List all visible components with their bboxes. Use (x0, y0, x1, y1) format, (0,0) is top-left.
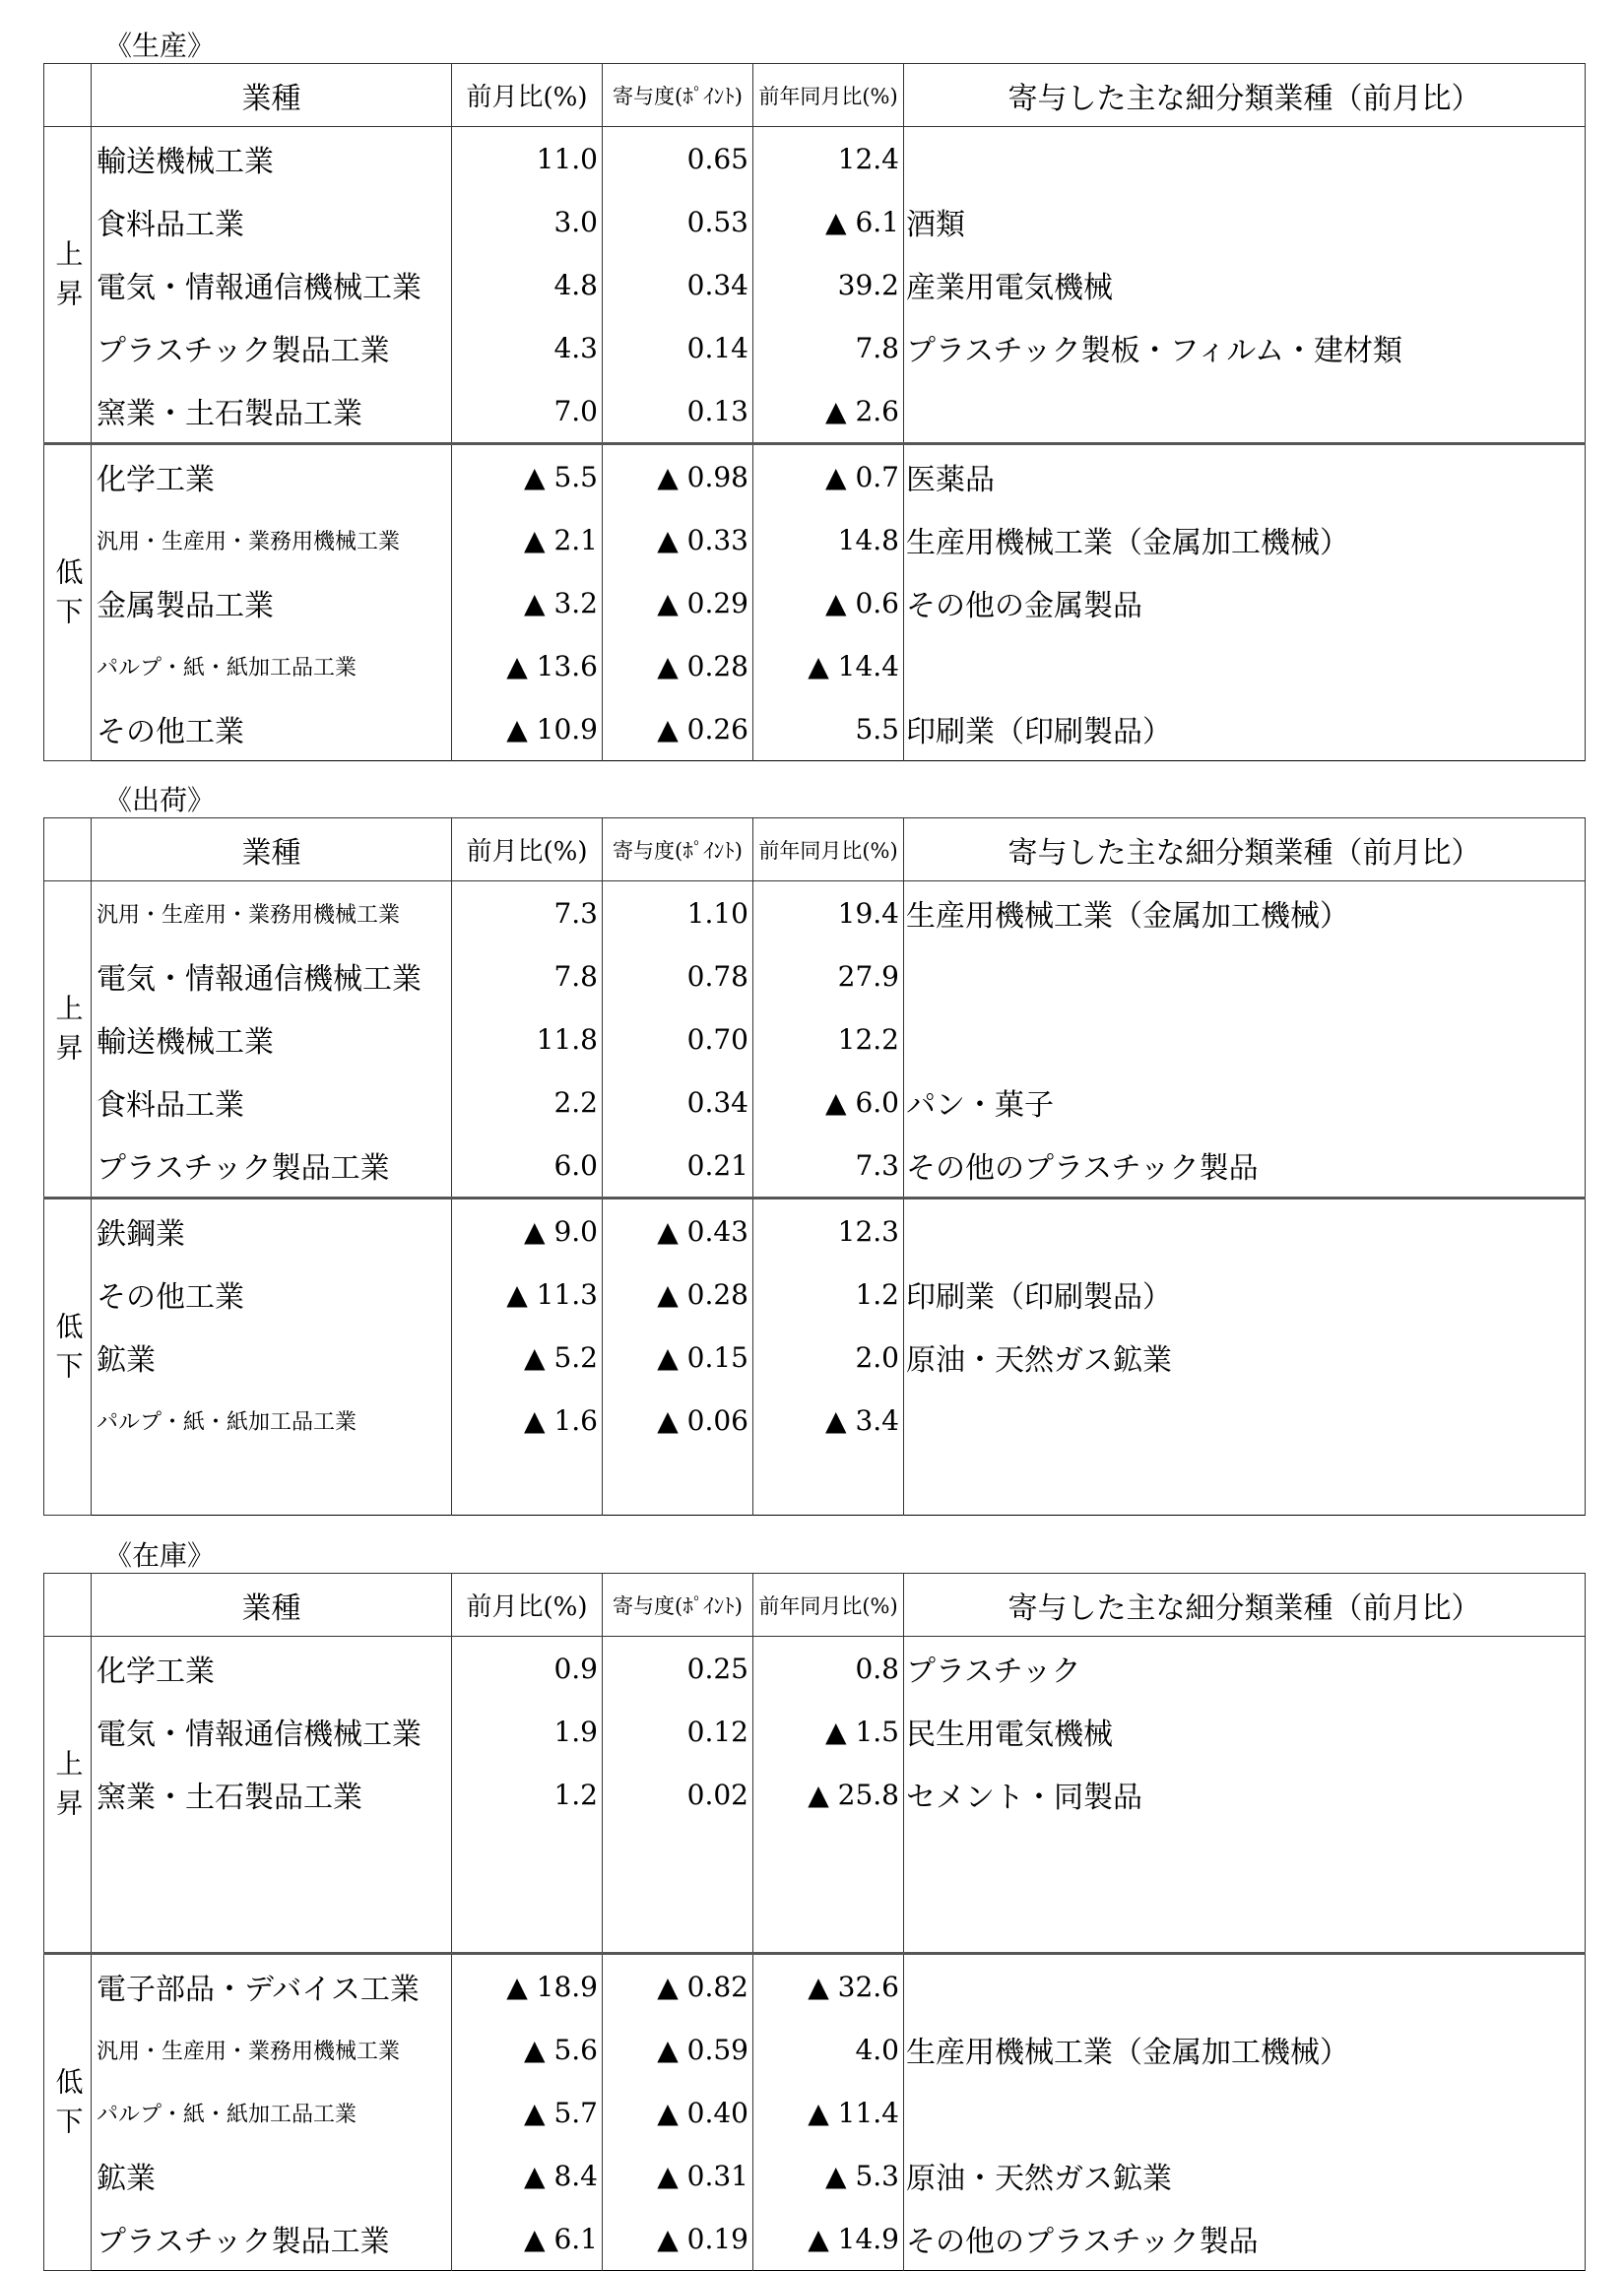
yoy-cell: 39.2 (753, 253, 904, 316)
contribution-cell: ▲ 0.28 (603, 634, 753, 697)
contribution-cell: 0.14 (603, 316, 753, 379)
header-contribution: 寄与度(ﾎﾟｲﾝﾄ) (603, 64, 753, 127)
header-contribution: 寄与度(ﾎﾟｲﾝﾄ) (603, 818, 753, 881)
contribution-cell (603, 1452, 753, 1516)
contribution-cell (603, 1889, 753, 1954)
header-blank (44, 1574, 92, 1637)
yoy-cell: 12.3 (753, 1199, 904, 1264)
section-title: 《出荷》 (104, 784, 216, 816)
mom-cell: 6.0 (452, 1134, 603, 1199)
contribution-cell: 0.78 (603, 944, 753, 1007)
data-table (43, 817, 1586, 1516)
table-row (44, 1637, 1586, 1701)
yoy-cell: ▲ 0.6 (753, 571, 904, 634)
detail-cell: 生産用機械工業（金属加工機械） (904, 881, 1586, 945)
data-table (43, 1573, 1586, 2271)
industry-cell: 窯業・土石製品工業 (92, 379, 452, 444)
detail-cell (904, 1954, 1586, 2019)
group-label-text: 低下 (51, 1311, 85, 1391)
header-industry: 業種 (92, 1574, 452, 1637)
header-mom: 前月比(%) (452, 1574, 603, 1637)
yoy-cell: 4.0 (753, 2018, 904, 2081)
yoy-cell (753, 1889, 904, 1954)
mom-cell (452, 1889, 603, 1954)
contribution-cell: ▲ 0.15 (603, 1326, 753, 1389)
detail-cell: その他の金属製品 (904, 571, 1586, 634)
industry-cell (92, 1889, 452, 1954)
mom-cell: ▲ 13.6 (452, 634, 603, 697)
yoy-cell: 7.8 (753, 316, 904, 379)
table-row (44, 1263, 1586, 1326)
table-row (44, 1826, 1586, 1889)
table-row (44, 1389, 1586, 1452)
industry-cell: 電気・情報通信機械工業 (92, 944, 452, 1007)
yoy-cell: ▲ 6.1 (753, 190, 904, 253)
detail-cell: セメント・同製品 (904, 1763, 1586, 1826)
industry-cell: 汎用・生産用・業務用機械工業 (92, 508, 452, 571)
contribution-cell: ▲ 0.06 (603, 1389, 753, 1452)
contribution-cell: 0.53 (603, 190, 753, 253)
header-mom: 前月比(%) (452, 818, 603, 881)
group-label (44, 444, 92, 761)
yoy-cell: ▲ 11.4 (753, 2081, 904, 2144)
industry-cell: 輸送機械工業 (92, 127, 452, 191)
yoy-cell: ▲ 0.7 (753, 444, 904, 509)
industry-cell: パルプ・紙・紙加工品工業 (92, 634, 452, 697)
industry-cell: パルプ・紙・紙加工品工業 (92, 2081, 452, 2144)
industry-cell: プラスチック製品工業 (92, 1134, 452, 1199)
table-row (44, 1889, 1586, 1954)
detail-cell (904, 1826, 1586, 1889)
table-row (44, 1452, 1586, 1516)
industry-cell: 化学工業 (92, 1637, 452, 1701)
detail-cell (904, 127, 1586, 191)
yoy-cell: 0.8 (753, 1637, 904, 1701)
yoy-cell: 7.3 (753, 1134, 904, 1199)
yoy-cell (753, 1452, 904, 1516)
industry-cell: 窯業・土石製品工業 (92, 1763, 452, 1826)
header-detail: 寄与した主な細分類業種（前月比） (904, 818, 1586, 881)
contribution-cell: ▲ 0.26 (603, 697, 753, 761)
mom-cell: 1.2 (452, 1763, 603, 1826)
header-yoy: 前年同月比(%) (753, 1574, 904, 1637)
yoy-cell: 14.8 (753, 508, 904, 571)
header-yoy: 前年同月比(%) (753, 818, 904, 881)
table-row (44, 1134, 1586, 1199)
mom-cell (452, 1452, 603, 1516)
table-section (43, 784, 1585, 1513)
header-yoy: 前年同月比(%) (753, 64, 904, 127)
contribution-cell: ▲ 0.19 (603, 2207, 753, 2271)
group-label-text: 低下 (51, 2066, 85, 2146)
contribution-cell: 0.12 (603, 1700, 753, 1763)
mom-cell: 0.9 (452, 1637, 603, 1701)
contribution-cell: ▲ 0.28 (603, 1263, 753, 1326)
yoy-cell: 2.0 (753, 1326, 904, 1389)
data-table (43, 63, 1586, 761)
industry-cell: その他工業 (92, 1263, 452, 1326)
contribution-cell: ▲ 0.29 (603, 571, 753, 634)
group-label-text: 上昇 (51, 1748, 85, 1828)
detail-cell: パン・菓子 (904, 1071, 1586, 1134)
header-row (44, 64, 1586, 127)
industry-cell: 化学工業 (92, 444, 452, 509)
header-row (44, 1574, 1586, 1637)
contribution-cell: ▲ 0.31 (603, 2144, 753, 2207)
header-row (44, 818, 1586, 881)
industry-cell (92, 1452, 452, 1516)
yoy-cell: 12.4 (753, 127, 904, 191)
detail-cell: その他のプラスチック製品 (904, 1134, 1586, 1199)
table-section (43, 1539, 1585, 2268)
section-title: 《生産》 (104, 30, 216, 62)
detail-cell (904, 1007, 1586, 1071)
table-row (44, 1700, 1586, 1763)
detail-cell (904, 2081, 1586, 2144)
mom-cell: 4.8 (452, 253, 603, 316)
yoy-cell: 19.4 (753, 881, 904, 945)
yoy-cell: ▲ 14.4 (753, 634, 904, 697)
detail-cell: 酒類 (904, 190, 1586, 253)
detail-cell (904, 634, 1586, 697)
yoy-cell: ▲ 2.6 (753, 379, 904, 444)
mom-cell: ▲ 5.6 (452, 2018, 603, 2081)
yoy-cell: ▲ 32.6 (753, 1954, 904, 2019)
table-row (44, 634, 1586, 697)
yoy-cell: ▲ 1.5 (753, 1700, 904, 1763)
yoy-cell: ▲ 3.4 (753, 1389, 904, 1452)
contribution-cell: ▲ 0.59 (603, 2018, 753, 2081)
contribution-cell: 0.13 (603, 379, 753, 444)
industry-cell: 電気・情報通信機械工業 (92, 1700, 452, 1763)
mom-cell: ▲ 11.3 (452, 1263, 603, 1326)
detail-cell: 産業用電気機械 (904, 253, 1586, 316)
header-blank (44, 64, 92, 127)
table-row (44, 444, 1586, 509)
industry-cell: 電気・情報通信機械工業 (92, 253, 452, 316)
mom-cell: ▲ 5.7 (452, 2081, 603, 2144)
mom-cell: 11.8 (452, 1007, 603, 1071)
mom-cell: 1.9 (452, 1700, 603, 1763)
table-row (44, 508, 1586, 571)
table-row (44, 1007, 1586, 1071)
contribution-cell: 0.21 (603, 1134, 753, 1199)
header-detail: 寄与した主な細分類業種（前月比） (904, 1574, 1586, 1637)
mom-cell: ▲ 9.0 (452, 1199, 603, 1264)
mom-cell: ▲ 3.2 (452, 571, 603, 634)
header-industry: 業種 (92, 64, 452, 127)
mom-cell: ▲ 8.4 (452, 2144, 603, 2207)
industry-cell: パルプ・紙・紙加工品工業 (92, 1389, 452, 1452)
contribution-cell: 1.10 (603, 881, 753, 945)
group-label-text: 上昇 (51, 993, 85, 1072)
table-row (44, 190, 1586, 253)
mom-cell: 4.3 (452, 316, 603, 379)
industry-cell: 汎用・生産用・業務用機械工業 (92, 2018, 452, 2081)
header-blank (44, 818, 92, 881)
group-label (44, 127, 92, 444)
table-row (44, 253, 1586, 316)
table-row (44, 2207, 1586, 2271)
group-label-text: 上昇 (51, 238, 85, 318)
industry-cell: 輸送機械工業 (92, 1007, 452, 1071)
industry-cell: 食料品工業 (92, 190, 452, 253)
table-row (44, 379, 1586, 444)
table-row (44, 1326, 1586, 1389)
table-row (44, 697, 1586, 761)
group-label (44, 1954, 92, 2271)
industry-cell: 金属製品工業 (92, 571, 452, 634)
table-row (44, 2081, 1586, 2144)
detail-cell: 原油・天然ガス鉱業 (904, 2144, 1586, 2207)
yoy-cell: 1.2 (753, 1263, 904, 1326)
table-row (44, 316, 1586, 379)
group-label-text: 低下 (51, 556, 85, 636)
yoy-cell: 27.9 (753, 944, 904, 1007)
table-row (44, 1071, 1586, 1134)
contribution-cell: ▲ 0.33 (603, 508, 753, 571)
mom-cell: 3.0 (452, 190, 603, 253)
yoy-cell (753, 1826, 904, 1889)
mom-cell: 11.0 (452, 127, 603, 191)
contribution-cell: ▲ 0.82 (603, 1954, 753, 2019)
industry-cell: 鉱業 (92, 1326, 452, 1389)
detail-cell (904, 1452, 1586, 1516)
table-section (43, 30, 1585, 758)
yoy-cell: 5.5 (753, 697, 904, 761)
industry-cell: 鉱業 (92, 2144, 452, 2207)
detail-cell: 民生用電気機械 (904, 1700, 1586, 1763)
group-label (44, 1199, 92, 1516)
detail-cell: 医薬品 (904, 444, 1586, 509)
group-label (44, 881, 92, 1199)
detail-cell: 印刷業（印刷製品） (904, 1263, 1586, 1326)
contribution-cell: 0.70 (603, 1007, 753, 1071)
detail-cell: 原油・天然ガス鉱業 (904, 1326, 1586, 1389)
yoy-cell: 12.2 (753, 1007, 904, 1071)
mom-cell (452, 1826, 603, 1889)
mom-cell: ▲ 2.1 (452, 508, 603, 571)
mom-cell: ▲ 5.2 (452, 1326, 603, 1389)
contribution-cell: 0.34 (603, 1071, 753, 1134)
contribution-cell: 0.02 (603, 1763, 753, 1826)
detail-cell: 印刷業（印刷製品） (904, 697, 1586, 761)
mom-cell: ▲ 18.9 (452, 1954, 603, 2019)
industry-cell: 鉄鋼業 (92, 1199, 452, 1264)
table-row (44, 127, 1586, 191)
detail-cell (904, 1889, 1586, 1954)
header-contribution: 寄与度(ﾎﾟｲﾝﾄ) (603, 1574, 753, 1637)
industry-cell: 電子部品・デバイス工業 (92, 1954, 452, 2019)
detail-cell (904, 1199, 1586, 1264)
table-row (44, 2144, 1586, 2207)
contribution-cell: 0.34 (603, 253, 753, 316)
table-row (44, 2018, 1586, 2081)
table-row (44, 1199, 1586, 1264)
yoy-cell: ▲ 25.8 (753, 1763, 904, 1826)
table-row (44, 944, 1586, 1007)
contribution-cell: 0.25 (603, 1637, 753, 1701)
table-row (44, 571, 1586, 634)
mom-cell: 7.3 (452, 881, 603, 945)
header-detail: 寄与した主な細分類業種（前月比） (904, 64, 1586, 127)
header-industry: 業種 (92, 818, 452, 881)
contribution-cell: ▲ 0.98 (603, 444, 753, 509)
detail-cell (904, 1389, 1586, 1452)
mom-cell: ▲ 1.6 (452, 1389, 603, 1452)
contribution-cell: ▲ 0.40 (603, 2081, 753, 2144)
detail-cell (904, 944, 1586, 1007)
contribution-cell (603, 1826, 753, 1889)
contribution-cell: 0.65 (603, 127, 753, 191)
detail-cell (904, 379, 1586, 444)
industry-cell: プラスチック製品工業 (92, 2207, 452, 2271)
detail-cell: プラスチック (904, 1637, 1586, 1701)
group-label (44, 1637, 92, 1954)
mom-cell: ▲ 10.9 (452, 697, 603, 761)
detail-cell: 生産用機械工業（金属加工機械） (904, 2018, 1586, 2081)
table-row (44, 881, 1586, 945)
section-title: 《在庫》 (104, 1539, 216, 1572)
table-row (44, 1954, 1586, 2019)
detail-cell: プラスチック製板・フィルム・建材類 (904, 316, 1586, 379)
mom-cell: ▲ 5.5 (452, 444, 603, 509)
mom-cell: 2.2 (452, 1071, 603, 1134)
header-mom: 前月比(%) (452, 64, 603, 127)
detail-cell: その他のプラスチック製品 (904, 2207, 1586, 2271)
industry-cell: 汎用・生産用・業務用機械工業 (92, 881, 452, 945)
mom-cell: 7.0 (452, 379, 603, 444)
mom-cell: 7.8 (452, 944, 603, 1007)
detail-cell: 生産用機械工業（金属加工機械） (904, 508, 1586, 571)
industry-cell: プラスチック製品工業 (92, 316, 452, 379)
industry-cell (92, 1826, 452, 1889)
contribution-cell: ▲ 0.43 (603, 1199, 753, 1264)
yoy-cell: ▲ 14.9 (753, 2207, 904, 2271)
mom-cell: ▲ 6.1 (452, 2207, 603, 2271)
industry-cell: 食料品工業 (92, 1071, 452, 1134)
table-row (44, 1763, 1586, 1826)
yoy-cell: ▲ 5.3 (753, 2144, 904, 2207)
industry-cell: その他工業 (92, 697, 452, 761)
yoy-cell: ▲ 6.0 (753, 1071, 904, 1134)
